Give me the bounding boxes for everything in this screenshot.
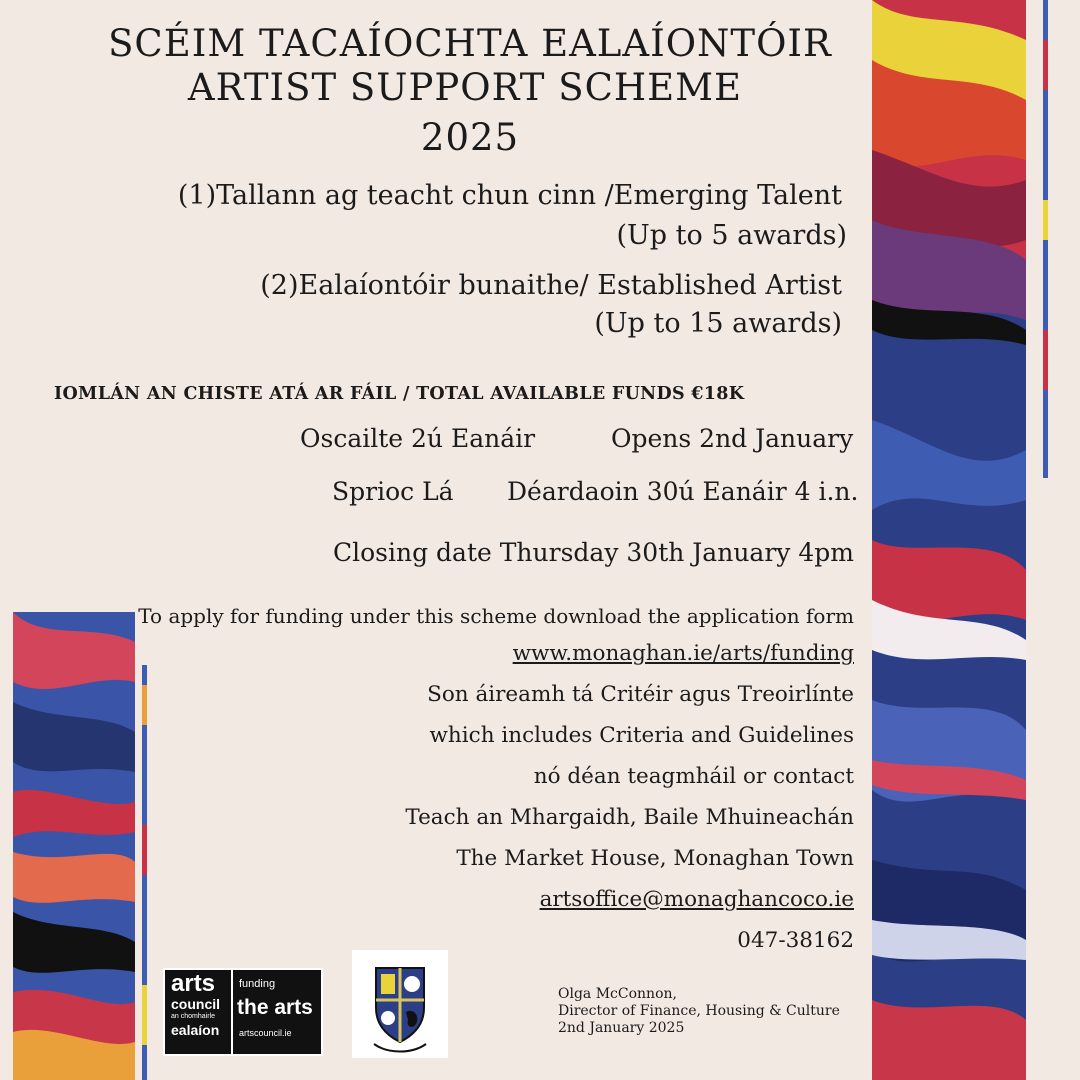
- logo-word-council: council: [171, 996, 221, 1012]
- logo-funding-label: funding: [239, 978, 276, 990]
- logo-word-an-chomhairle: an chomhairle: [171, 1013, 215, 1020]
- apply-block: [134, 599, 854, 961]
- signature-name: Olga McConnon,: [558, 986, 677, 1002]
- deadline-irish-label: Sprioc Lá: [332, 477, 454, 506]
- address-english: The Market House, Monaghan Town: [456, 846, 854, 871]
- title-year: 2025: [420, 116, 520, 159]
- funding-link[interactable]: www.monaghan.ie/arts/funding: [512, 641, 854, 666]
- logo-the-arts: the arts: [237, 996, 313, 1019]
- fluid-art-strip-left: [13, 612, 135, 1080]
- logo-word-arts: arts: [171, 970, 216, 997]
- category-established-awards: (Up to 15 awards): [594, 308, 842, 339]
- signature-role: Director of Finance, Housing & Culture: [558, 1003, 840, 1019]
- closing-date-english: Closing date Thursday 30th January 4pm: [333, 538, 854, 567]
- email-link[interactable]: artsoffice@monaghancoco.ie: [539, 887, 854, 912]
- signature-date: 2nd January 2025: [558, 1020, 685, 1036]
- phone-number: 047-38162: [737, 928, 854, 953]
- includes-english: which includes Criteria and Guidelines: [429, 723, 854, 748]
- signature-block: [558, 986, 868, 1037]
- arts-council-logo: [163, 968, 323, 1056]
- contact-irish: nó déan teagmháil or contact: [533, 764, 854, 789]
- crest-icon: [352, 950, 448, 1058]
- address-irish: Teach an Mhargaidh, Baile Mhuineachán: [405, 805, 854, 830]
- fluid-art-strip-right: [872, 0, 1026, 1080]
- deadline-irish: Déardaoin 30ú Eanáir 4 i.n.: [507, 477, 859, 506]
- fluid-art-strip-right-thin: [1043, 0, 1048, 478]
- opens-irish: Oscailte 2ú Eanáir: [300, 424, 536, 453]
- includes-irish: Son áireamh tá Critéir agus Treoirlínte: [427, 682, 854, 707]
- logo-word-ealaion: ealaíon: [171, 1022, 220, 1038]
- category-established: (2)Ealaíontóir bunaithe/ Established Artist: [260, 270, 842, 301]
- title-english: ARTIST SUPPORT SCHEME: [187, 66, 743, 109]
- apply-intro: To apply for funding under this scheme download the application form: [138, 604, 854, 628]
- logo-site: artscouncil.ie: [239, 1028, 292, 1038]
- opens-english: Opens 2nd January: [611, 424, 854, 453]
- total-funds: IOMLÁN AN CHISTE ATÁ AR FÁIL / TOTAL AVAILABLE FUNDS €18K: [54, 384, 745, 404]
- title-irish: SCÉIM TACAÍOCHTA EALAÍONTÓIR: [108, 22, 832, 65]
- category-emerging: (1)Tallann ag teacht chun cinn /Emerging Talent: [177, 180, 842, 211]
- category-emerging-awards: (Up to 5 awards): [616, 220, 847, 251]
- county-council-crest: [352, 950, 448, 1058]
